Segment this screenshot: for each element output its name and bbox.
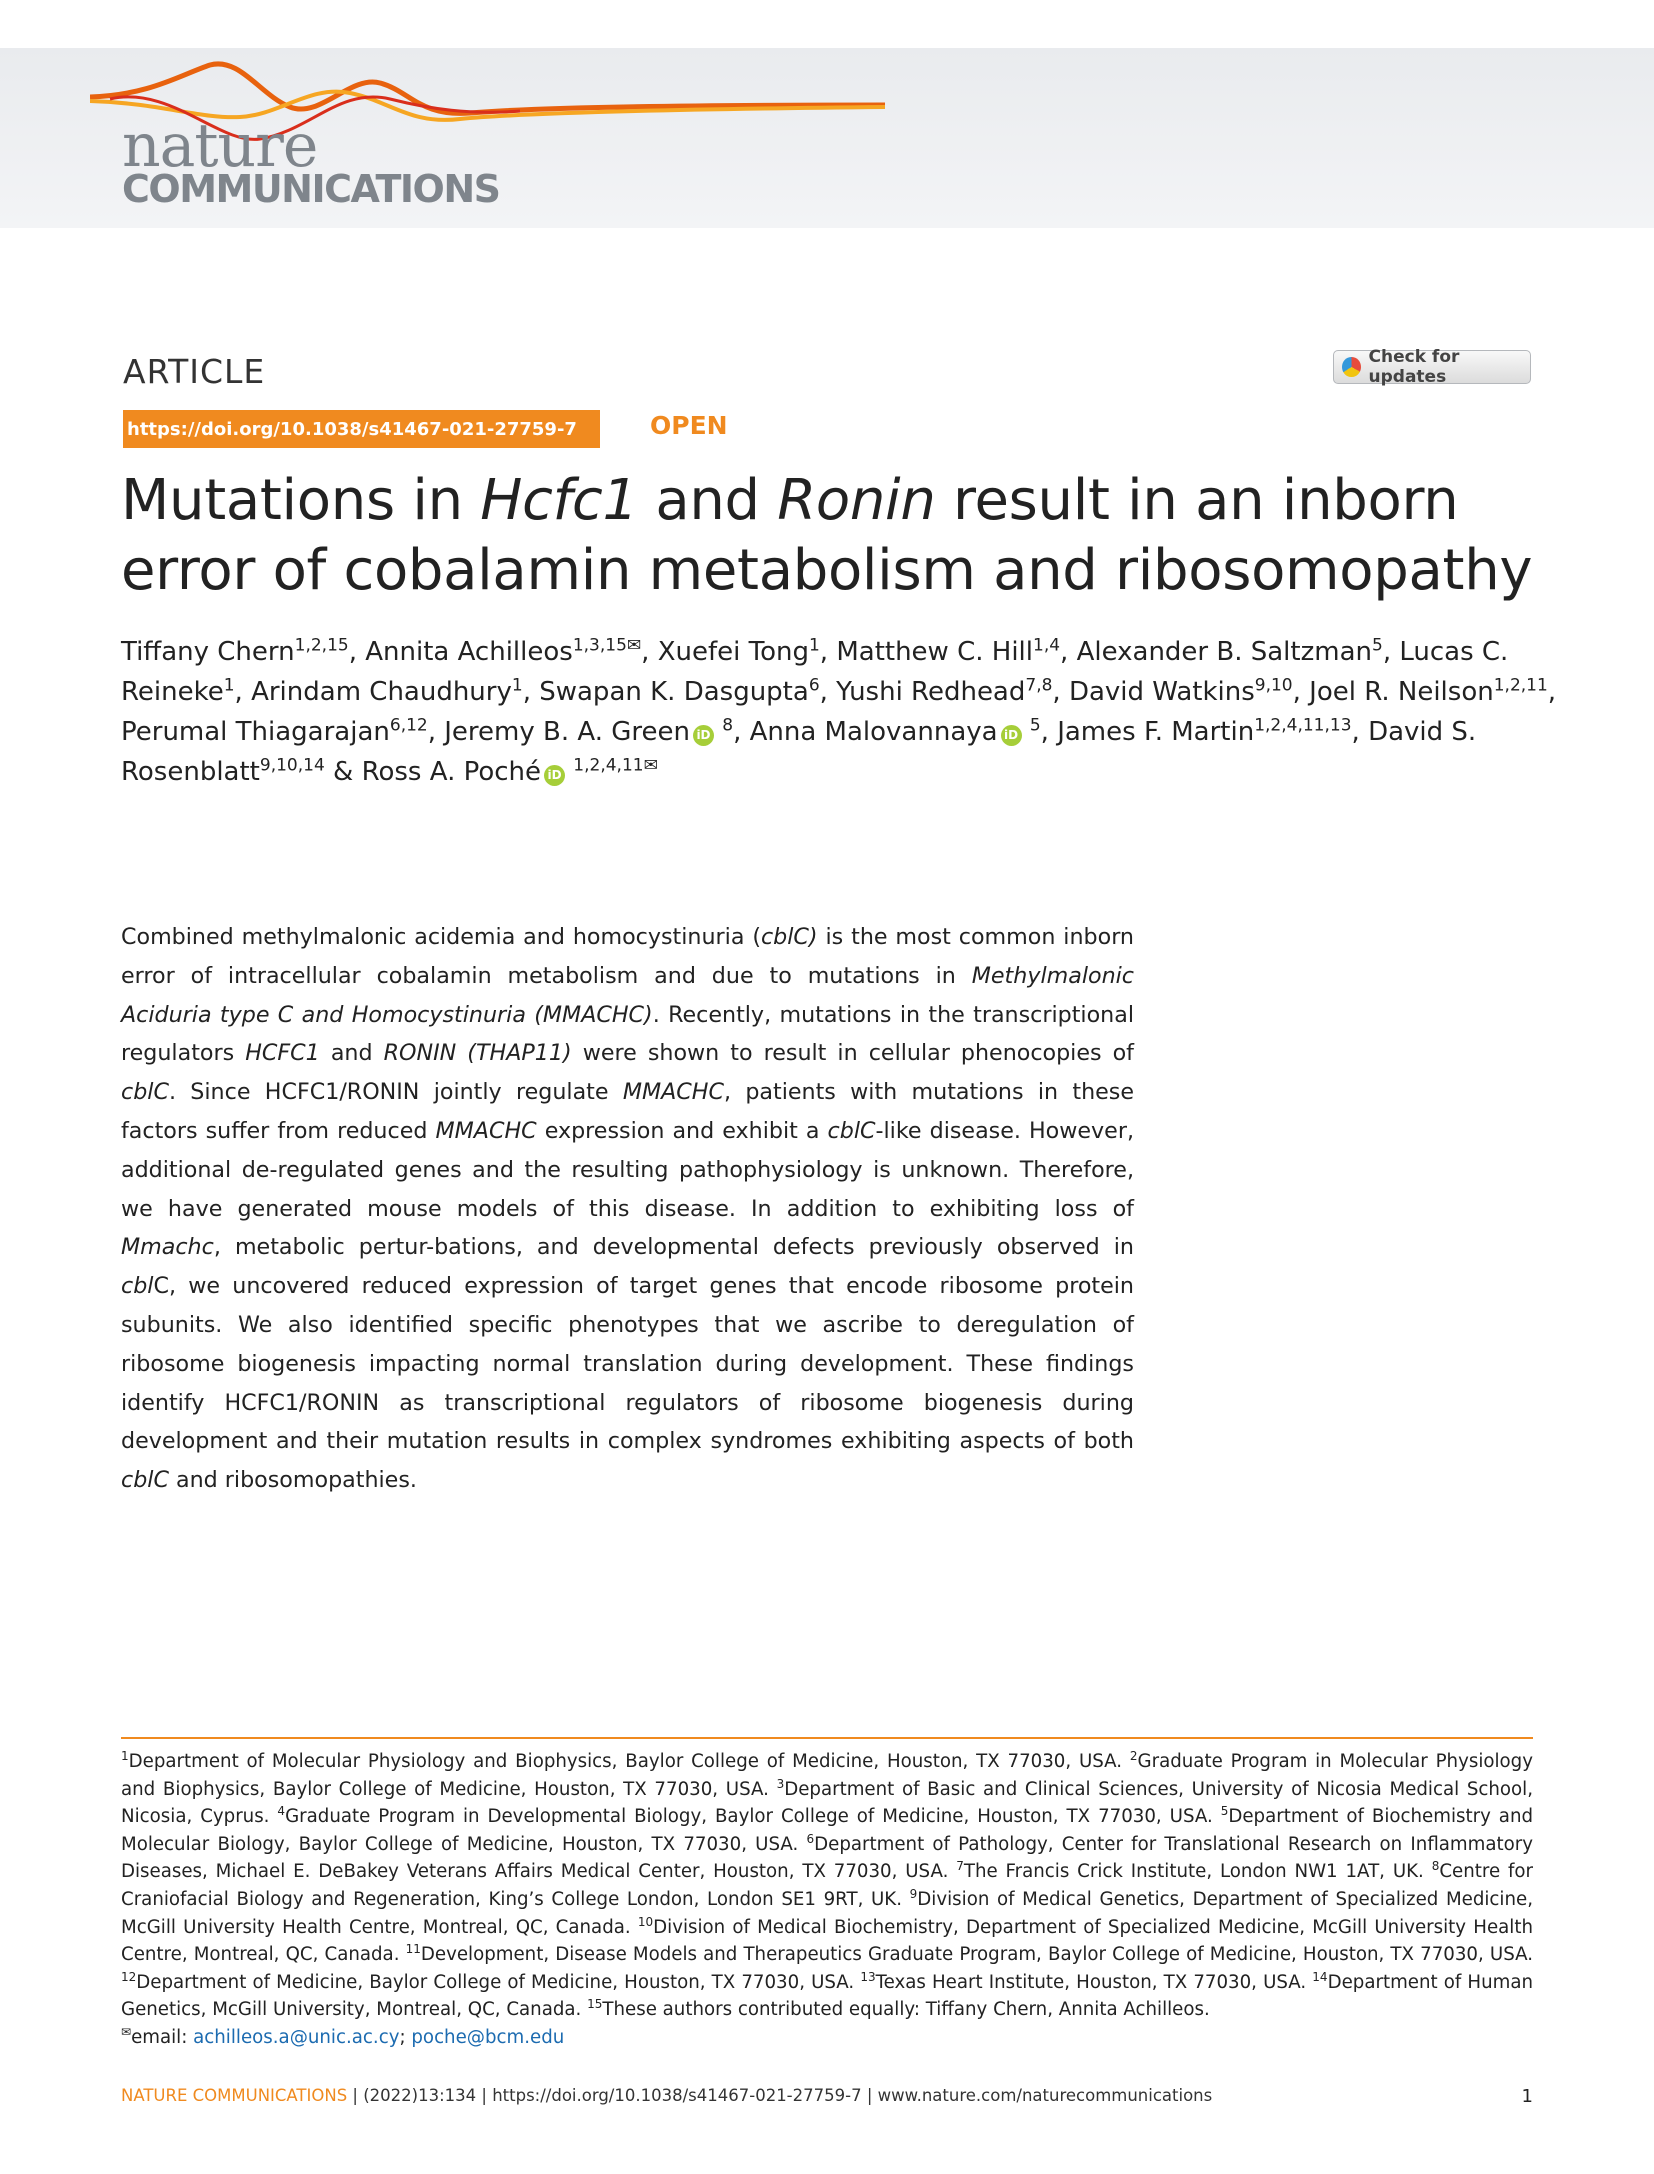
affiliation-number: 8 — [1431, 1859, 1440, 1874]
abstract-text: , patients with mutations in these factors suffer from reduced — [121, 1079, 1134, 1144]
author-separator: , — [427, 717, 445, 747]
check-for-updates-label: Check for updates — [1368, 347, 1460, 387]
author-name[interactable]: Jeremy B. A. Green — [444, 717, 690, 747]
logo-communications-text: COMMUNICATIONS — [122, 167, 500, 211]
author-name[interactable]: Joel R. Neilson — [1309, 677, 1494, 707]
article-title — [121, 466, 1561, 606]
affiliation-text: Development, Disease Models and Therapeutics Graduate Program, Baylor College of Medicine, Houston, TX 77030, USA. — [420, 1944, 1533, 1966]
affiliation-number: 3 — [776, 1776, 785, 1791]
author-affiliation-marks: 1,2,4,11✉ — [573, 755, 658, 776]
author-separator: , — [1382, 637, 1400, 667]
author-name[interactable]: Ross A. Poché — [361, 757, 542, 787]
abstract-text: and ribosomopathies. — [168, 1467, 417, 1494]
author-name[interactable]: Alexander B. Saltzman — [1076, 637, 1372, 667]
author-name[interactable]: Matthew C. Hill — [836, 637, 1033, 667]
author-affiliation-marks: 1 — [223, 675, 235, 696]
author-separator: , — [1060, 637, 1077, 667]
author-name[interactable]: David S. Rosenblatt — [121, 717, 1477, 787]
author-separator: , — [1052, 677, 1069, 707]
author-separator: , — [1351, 717, 1369, 747]
author-name[interactable]: Yushi Redhead — [836, 677, 1026, 707]
abstract-text: , metabolic pertur-bations, and developmental defects previously observed in — [213, 1234, 1134, 1261]
author-list — [121, 632, 1561, 792]
author-affiliation-marks: 5 — [1029, 715, 1041, 736]
abstract-italic-term: MMACHC — [622, 1079, 724, 1106]
author-separator: , — [1292, 677, 1310, 707]
abstract-text: expression and exhibit a — [536, 1117, 828, 1144]
author-affiliation-marks: 1 — [511, 675, 523, 696]
logo-nature-text: nature — [122, 111, 318, 181]
abstract-text: is the most common inborn error of intracellular cobalamin metabolism and due to mutations in — [121, 924, 1134, 989]
email-link-achilleos[interactable]: achilleos.a@unic.ac.cy — [193, 2026, 400, 2048]
email-label: email: — [131, 2026, 194, 2048]
author-affiliation-marks: 1 — [808, 635, 820, 656]
author-name[interactable]: Swapan K. Dasgupta — [539, 677, 809, 707]
abstract-italic-term: cblC — [121, 1467, 169, 1494]
affiliation-text: Department of Human Genetics, McGill University, Montreal, QC, Canada. — [121, 1971, 1533, 2021]
orcid-icon[interactable]: iD — [693, 725, 714, 746]
author-separator: & — [324, 757, 362, 787]
author-name[interactable]: Lucas C. Reineke — [121, 637, 1509, 707]
journal-logo[interactable] — [90, 55, 890, 215]
footer-journal-name: NATURE COMMUNICATIONS — [121, 2086, 348, 2105]
affiliation-text: Centre for Craniofacial Biology and Regeneration, King’s College London, London SE1 9RT, UK. — [121, 1861, 1533, 1910]
abstract-text: -like disease. However, additional de-regulated genes and the resulting pathophysiology is unknown. Therefore, we have generated mouse models of this disease. In addition to exhibiting loss of — [121, 1117, 1134, 1222]
affiliation-text: Division of Medical Genetics, Department of Specialized Medicine, McGill University Health Centre, Montreal, QC, Canada. — [121, 1888, 1533, 1938]
abstract-text: were shown to result in cellular phenocopies of — [571, 1040, 1134, 1067]
footer-citation-text: | (2022)13:134 | https://doi.org/10.1038/s41467-021-27759-7 | www.nature.com/naturecommunications — [347, 2086, 1213, 2105]
author-separator: , — [1040, 717, 1058, 747]
affiliation-text: Department of Basic and Clinical Sciences, University of Nicosia Medical School, Nicosia, Cyprus. — [121, 1778, 1533, 1828]
abstract-italic-term: cbl — [121, 1273, 154, 1300]
affiliation-text: Department of Biochemistry and Molecular Biology, Baylor College of Medicine, Houston, TX 77030, USA. — [121, 1806, 1534, 1855]
author-affiliation-marks: 8 — [722, 715, 734, 736]
author-name[interactable]: Annita Achilleos — [365, 637, 573, 667]
crossmark-icon — [1342, 357, 1361, 377]
abstract-text: . Recently, mutations in the transcriptional regulators — [121, 1001, 1134, 1067]
affiliation-number: 11 — [405, 1942, 421, 1957]
affiliation-text: These authors contributed equally: Tiffany Chern, Annita Achilleos. — [602, 1999, 1210, 2021]
orcid-icon[interactable]: iD — [544, 765, 565, 786]
email-icon: ✉ — [121, 2024, 132, 2039]
check-for-updates-button[interactable] — [1333, 347, 1531, 387]
affiliation-text: Graduate Program in Molecular Physiology and Biophysics, Baylor College of Medicine, Houston, TX 77030, USA. — [121, 1751, 1533, 1800]
email-line: ✉email: achilleos.a@unic.ac.cy; poche@bcm.edu — [121, 2024, 565, 2048]
affiliation-divider — [121, 1737, 1533, 1739]
author-separator: , — [641, 637, 658, 667]
abstract-italic-term: cblC) — [760, 924, 818, 950]
affiliation-text: Department of Medicine, Baylor College of Medicine, Houston, TX 77030, USA. — [136, 1971, 861, 1993]
affiliation-number: 10 — [637, 1914, 654, 1929]
affiliation-text: Department of Molecular Physiology and Biophysics, Baylor College of Medicine, Houston, TX 77030, USA. — [128, 1751, 1130, 1772]
author-affiliation-marks: 1,2,11 — [1493, 675, 1548, 696]
author-name[interactable]: Tiffany Chern — [121, 637, 295, 667]
title-gene-hcfc1: Hcfc1 — [480, 468, 638, 533]
abstract-italic-term: cblC — [121, 1079, 169, 1106]
affiliations — [121, 1748, 1533, 2052]
author-separator: , — [819, 677, 837, 707]
affiliation-number: 15 — [587, 1997, 603, 2012]
affiliation-text: Department of Pathology, Center for Translational Research on Inflammatory Diseases, Michael E. DeBakey Veterans Affairs Medical Center, Houston, TX 77030, USA. — [121, 1833, 1533, 1883]
title-text: Mutations in — [121, 468, 481, 533]
title-text: result in an inborn error of cobalamin metabolism and ribosomopathy — [121, 468, 1533, 603]
author-name[interactable]: David Watkins — [1068, 677, 1255, 707]
abstract-italic-term: HCFC1 — [245, 1040, 320, 1067]
affiliation-number: 13 — [860, 1969, 876, 1984]
affiliation-text: Graduate Program in Developmental Biology, Baylor College of Medicine, Houston, TX 77030, USA. — [285, 1806, 1221, 1828]
affiliation-number: 7 — [956, 1859, 964, 1874]
author-name[interactable]: Anna Malovannaya — [749, 717, 998, 747]
abstract-text: C, we uncovered reduced expression of target genes that encode ribosome protein subunits. We also identified specific phenotypes that we ascribe to deregulation of ribosome biogenesis impacting normal translation during development. These findings identify HCFC1/RONIN as transcriptional regulators of ribosome biogenesis during development and their mutation results in complex syndromes exhibiting aspects of both — [121, 1273, 1134, 1455]
abstract-italic-term: Mmachc — [121, 1234, 214, 1261]
abstract-italic-term: RONIN (THAP11) — [383, 1040, 572, 1067]
author-separator: , — [522, 677, 540, 707]
doi-link[interactable]: https://doi.org/10.1038/s41467-021-27759-7 — [123, 410, 600, 448]
author-name[interactable]: Perumal Thiagarajan — [121, 717, 390, 747]
author-affiliation-marks: 1,2,4,11,13 — [1254, 715, 1352, 736]
affiliation-number: 12 — [121, 1969, 137, 1984]
page-number: 1 — [1521, 2086, 1533, 2107]
affiliation-number: 5 — [1220, 1804, 1229, 1819]
author-name[interactable]: James F. Martin — [1057, 717, 1255, 747]
affiliation-number: 1 — [121, 1748, 129, 1763]
author-affiliation-marks: 1,2,15 — [294, 635, 349, 656]
author-separator: , — [733, 717, 750, 747]
abstract-italic-term: Methylmalonic Aciduria type C and Homocystinuria (MMACHC) — [121, 962, 1134, 1028]
author-affiliation-marks: 5 — [1372, 635, 1383, 656]
abstract-text: Combined methylmalonic acidemia and homocystinuria ( — [121, 924, 761, 950]
article-type-label: ARTICLE — [123, 352, 266, 391]
author-affiliation-marks: 6,12 — [389, 715, 428, 736]
author-affiliation-marks: 1,3,15✉ — [572, 635, 642, 656]
title-gene-ronin: Ronin — [777, 468, 936, 533]
affiliation-text: The Francis Crick Institute, London NW1 1AT, UK. — [963, 1861, 1432, 1883]
affiliation-text: Division of Medical Biochemistry, Department of Specialized Medicine, McGill University Health Centre, Montreal, QC, Canada. — [121, 1916, 1533, 1966]
author-separator: , — [1547, 677, 1557, 707]
footer-citation — [121, 2086, 1212, 2107]
author-affiliation-marks: 7,8 — [1025, 675, 1053, 696]
author-name[interactable]: Arindam Chaudhury — [251, 677, 512, 707]
author-name[interactable]: Xuefei Tong — [657, 637, 809, 667]
affiliation-number: 4 — [277, 1804, 286, 1819]
abstract-italic-term: MMACHC — [435, 1117, 537, 1144]
author-affiliation-marks: 9,10 — [1254, 675, 1293, 696]
author-affiliation-marks: 6 — [808, 675, 820, 696]
title-text: and — [637, 468, 778, 533]
affiliation-number: 2 — [1129, 1748, 1138, 1763]
author-separator: , — [348, 637, 366, 667]
abstract-text: and — [319, 1040, 384, 1067]
affiliation-number: 9 — [909, 1886, 918, 1901]
orcid-icon[interactable]: iD — [1001, 725, 1022, 746]
author-separator: , — [234, 677, 252, 707]
affiliation-text: Texas Heart Institute, Houston, TX 77030, USA. — [875, 1971, 1313, 1993]
abstract-italic-term: cblC — [827, 1117, 876, 1144]
affiliation-number: 6 — [806, 1831, 815, 1846]
open-access-label: OPEN — [650, 411, 728, 440]
abstract — [121, 918, 1134, 1500]
author-separator: , — [819, 637, 837, 667]
abstract-text: . Since HCFC1/RONIN jointly regulate — [168, 1079, 623, 1106]
page-footer — [121, 2086, 1533, 2107]
email-link-poche[interactable]: poche@bcm.edu — [411, 2026, 565, 2048]
author-affiliation-marks: 9,10,14 — [259, 755, 325, 776]
affiliation-number: 14 — [1312, 1969, 1328, 1984]
author-affiliation-marks: 1,4 — [1033, 635, 1061, 656]
